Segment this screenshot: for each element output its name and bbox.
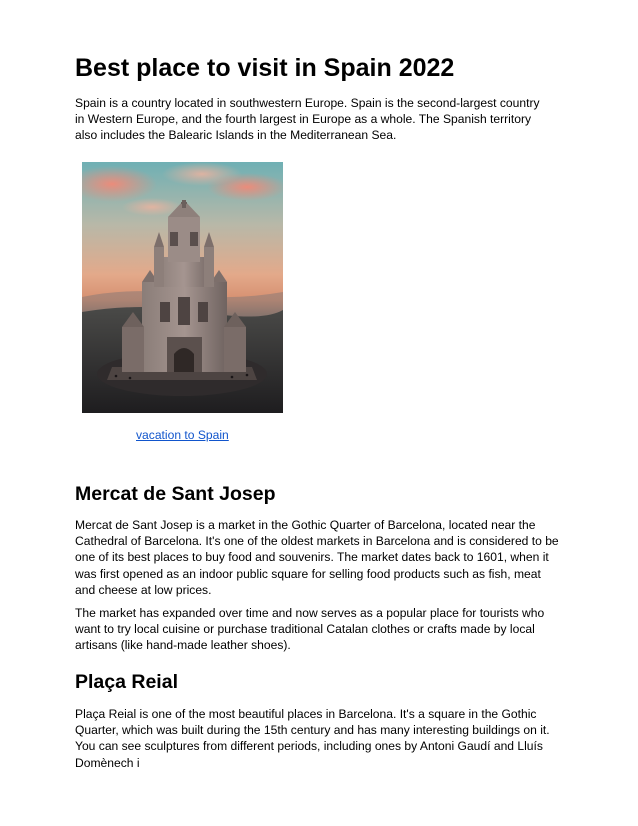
intro-paragraph: Spain is a country located in southwestern Europe. Spain is the second-largest country in Western Europe, and the fourth largest in Europe as a whole. The Spanish territory also includes the Balearic Islands in the Mediterranean Sea.: [75, 96, 540, 143]
section-heading-mercat: Mercat de Sant Josep: [75, 483, 276, 505]
cathedral-photo: [82, 162, 283, 413]
section-heading-placa-reial: Plaça Reial: [75, 671, 178, 693]
placa-reial-paragraph-1: Plaça Reial is one of the most beautiful places in Barcelona. It's a square in the Gothic Quarter, which was built during the 15th century and has many interesting buildings on it. You can see sculptures from different periods, including ones by Antoni Gaudí and Lluís Domènech i: [75, 707, 550, 770]
mercat-paragraph-2: The market has expanded over time and now serves as a popular place for tourists who want to try local cuisine or purchase traditional Catalan clothes or crafts made by local artisans (like hand-made leather shoes).: [75, 606, 545, 653]
vacation-link[interactable]: vacation to Spain: [136, 428, 229, 442]
mercat-paragraph-1: Mercat de Sant Josep is a market in the Gothic Quarter of Barcelona, located near the Cathedral of Barcelona. It's one of the oldest markets in Barcelona and is considered to be one of its best places to buy food and souvenirs. The market dates back to 1601, when it was first opened as an indoor public square for selling food products such as fish, meat and cheese at low prices.: [75, 518, 559, 597]
page-title: Best place to visit in Spain 2022: [75, 54, 455, 82]
